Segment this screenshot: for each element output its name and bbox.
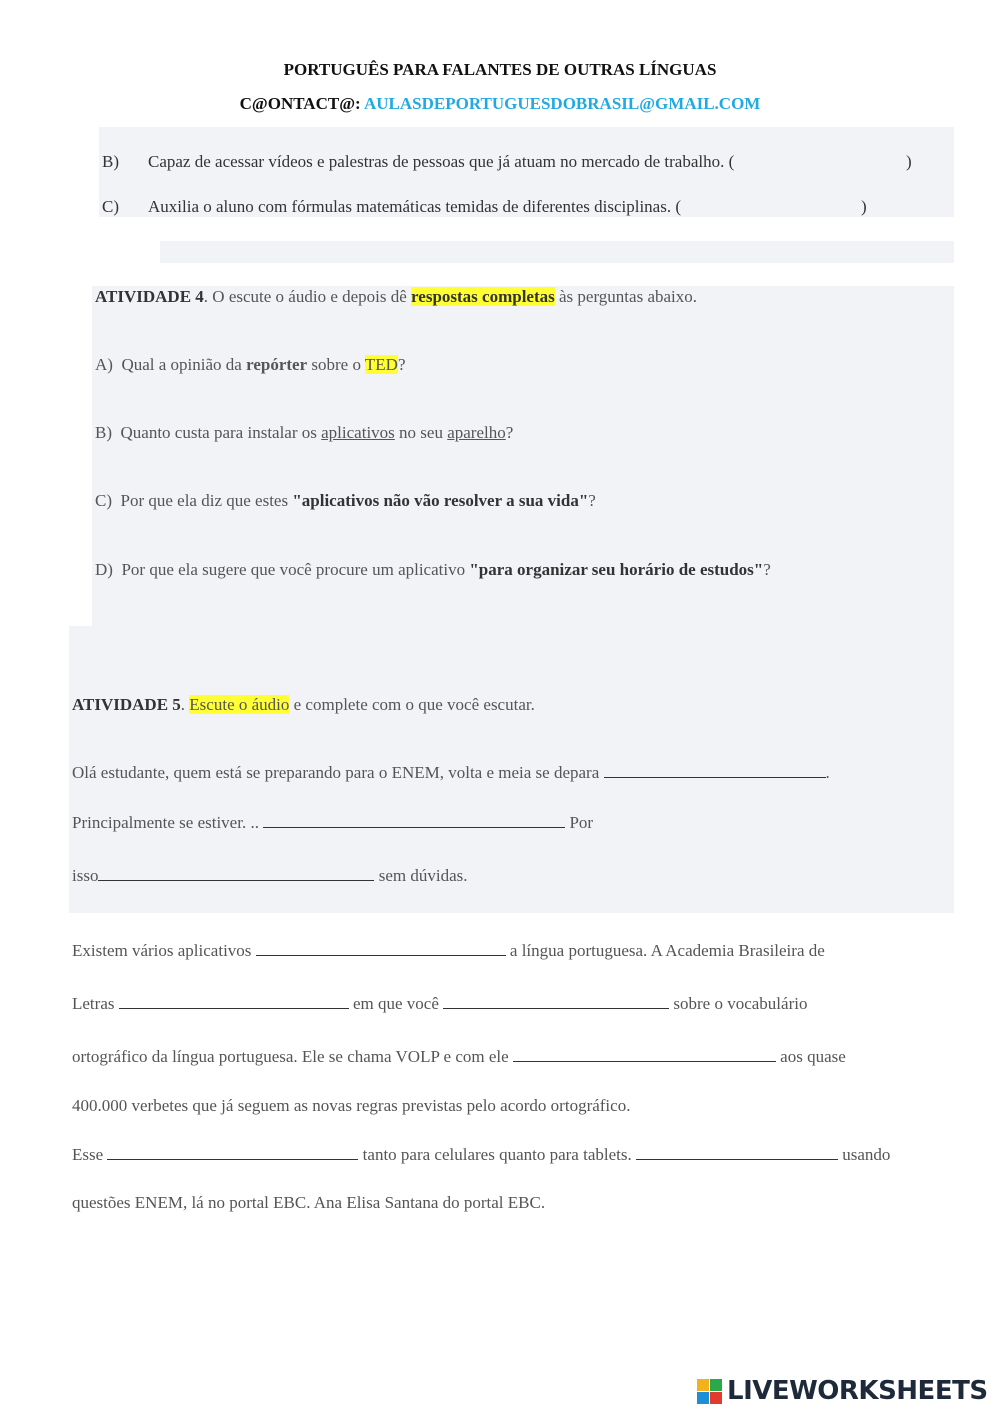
bold-quote: "para organizar seu horário de estudos" — [469, 560, 764, 579]
passage-text: aos quase — [775, 1047, 846, 1066]
liveworksheets-logo — [697, 1376, 997, 1408]
blank-input[interactable] — [256, 941, 506, 956]
question-c — [95, 491, 596, 511]
activity5-label: ATIVIDADE 5 — [72, 695, 181, 714]
underlined-term: aplicativos — [321, 423, 395, 442]
passage-text: isso — [72, 866, 99, 885]
panel-strip — [160, 241, 954, 263]
blank-input[interactable] — [636, 1145, 838, 1160]
question-text: Quanto custa para instalar os — [120, 423, 322, 442]
instruction-text: às perguntas abaixo. — [554, 287, 698, 306]
item-text: Auxilia o aluno com fórmulas matemáticas temidas de diferentes disciplinas. ( — [148, 197, 681, 216]
item-letter: C) — [102, 197, 119, 216]
item-letter: B) — [102, 152, 119, 171]
blank-input[interactable] — [443, 994, 669, 1009]
text-line-9: questões ENEM, lá no portal EBC. Ana Elisa Santana do portal EBC. — [72, 1193, 546, 1212]
contact-email[interactable]: AULASDEPORTUGUESDOBRASIL@GMAIL.COM — [364, 94, 761, 113]
item-b-text — [148, 152, 734, 172]
item-text: Capaz de acessar vídeos e palestras de pessoas que já atuam no mercado de trabalho. ( — [148, 152, 735, 171]
passage-text: Por — [565, 813, 594, 832]
passage-text: ortográfico da língua portuguesa. Ele se chama VOLP e com ele — [72, 1047, 513, 1066]
logo-wordmark: LIVEWORKSHEETS — [727, 1376, 988, 1406]
question-letter: D) — [95, 560, 113, 579]
blank-input[interactable] — [119, 994, 349, 1009]
item-b-close: ) — [906, 152, 912, 171]
passage-text: sem dúvidas. — [374, 866, 468, 885]
highlight-complete-answers: respostas completas — [411, 287, 555, 306]
passage-text: Existem vários aplicativos — [72, 941, 256, 960]
answer-field-b[interactable] — [823, 150, 901, 172]
activity5-instructions — [72, 695, 535, 715]
text-line-8 — [72, 1145, 890, 1165]
question-text: ? — [588, 491, 596, 510]
passage-text: sobre o vocabulário — [669, 994, 808, 1013]
question-text: ? — [505, 423, 514, 442]
bold-term: repórter — [246, 355, 308, 374]
instruction-text: . O escute o áudio e depois dê — [203, 287, 412, 306]
activity4-label: ATIVIDADE 4 — [95, 287, 204, 306]
passage-text: usando — [837, 1145, 891, 1164]
question-letter: B) — [95, 423, 112, 442]
bold-quote: "aplicativos não vão resolver a sua vida" — [292, 491, 589, 510]
liveworksheets-icon — [697, 1379, 723, 1405]
text-line-7: 400.000 verbetes que já seguem as novas regras previstas pelo acordo ortográfico. — [72, 1096, 631, 1115]
question-d — [95, 560, 771, 580]
passage-text: Letras — [72, 994, 119, 1013]
item-b — [102, 152, 119, 172]
question-text: Por que ela sugere que você procure um aplicativo — [121, 560, 470, 579]
instruction-text: . — [180, 695, 190, 714]
item-c — [102, 197, 119, 217]
question-a — [95, 355, 406, 375]
question-text: no seu — [394, 423, 448, 442]
item-c-close: ) — [861, 197, 867, 216]
passage-text: Esse — [72, 1145, 108, 1164]
question-text: ? — [763, 560, 771, 579]
instruction-text: e complete com o que você escutar. — [289, 695, 535, 714]
text-line-6 — [72, 1047, 846, 1067]
highlight-ted: TED — [364, 355, 398, 374]
contact-label: C@ONTACT@: — [239, 94, 364, 113]
passage-text: Principalmente se estiver. .. — [72, 813, 264, 832]
text-line-4 — [72, 941, 825, 961]
activity4-instructions — [95, 287, 697, 307]
text-line-2 — [72, 813, 593, 833]
contact-line — [0, 94, 1000, 114]
passage-text: a língua portuguesa. A Academia Brasileira de — [505, 941, 825, 960]
question-text: Qual a opinião da — [121, 355, 247, 374]
answer-field-c[interactable] — [765, 195, 857, 217]
passage-text: em que você — [348, 994, 444, 1013]
blank-input[interactable] — [107, 1145, 358, 1160]
text-line-5 — [72, 994, 807, 1014]
text-line-1 — [72, 763, 830, 783]
worksheet-title: PORTUGUÊS PARA FALANTES DE OUTRAS LÍNGUAS — [283, 60, 717, 79]
question-letter: A) — [95, 355, 113, 374]
blank-input[interactable] — [263, 813, 565, 828]
blank-input[interactable] — [604, 763, 826, 778]
question-text: ? — [397, 355, 406, 374]
text-line-3 — [72, 866, 468, 886]
passage-text: tanto para celulares quanto para tablets. — [358, 1145, 636, 1164]
passage-text: Olá estudante, quem está se preparando para o ENEM, volta e meia se depara — [72, 763, 604, 782]
passage-text: . — [825, 763, 830, 782]
question-text: Por que ela diz que estes — [120, 491, 293, 510]
blank-input[interactable] — [98, 866, 374, 881]
question-text: sobre o — [307, 355, 365, 374]
question-b — [95, 423, 513, 443]
blank-input[interactable] — [513, 1047, 776, 1062]
highlight-listen: Escute o áudio — [189, 695, 290, 714]
item-c-text — [148, 197, 681, 217]
question-letter: C) — [95, 491, 112, 510]
underlined-term: aparelho — [447, 423, 506, 442]
